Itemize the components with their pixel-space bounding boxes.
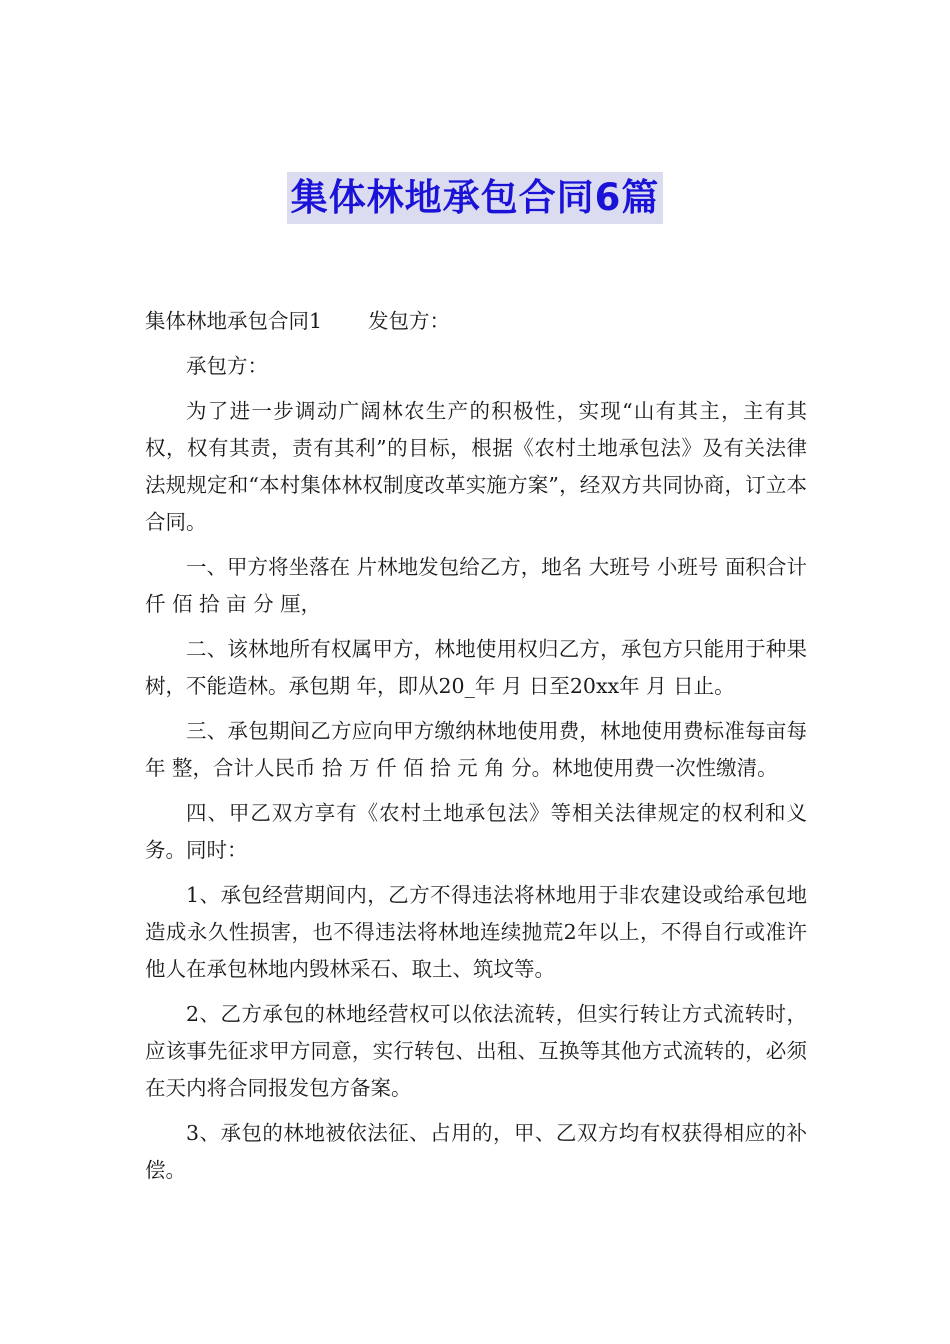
contract-heading: 集体林地承包合同1	[145, 309, 323, 333]
title-wrap	[0, 172, 950, 224]
paragraph-item-3: 3、承包的林地被依法征、占用的，甲、乙双方均有权获得相应的补偿。	[145, 1121, 807, 1182]
paragraph-item-2: 2、乙方承包的林地经营权可以依法流转，但实行转让方式流转时，应该事先征求甲方同意，实行转包、出租、互换等其他方式流转的，必须在天内将合同报发包方备案。	[145, 1002, 807, 1100]
party-a-label: 发包方：	[368, 309, 451, 333]
paragraph-preamble: 为了进一步调动广阔林农生产的积极性，实现“山有其主，主有其权，权有其责，责有其利”的目标，根据《农村土地承包法》及有关法律法规规定和“本村集体林权制度改革实施方案”，经双方共同协商，订立本合同。	[145, 399, 807, 534]
document-body	[145, 303, 807, 1189]
paragraph-party-b: 承包方：	[186, 354, 268, 378]
document-title: 集体林地承包合同6篇	[287, 172, 664, 224]
paragraph-clause-1: 一、甲方将坐落在 片林地发包给乙方，地名 大班号 小班号 面积合计 仟 佰 拾 亩 分 厘，	[145, 555, 807, 616]
first-line	[145, 303, 807, 340]
paragraph-clause-4: 四、甲乙双方享有《农村土地承包法》等相关法律规定的权利和义务。同时：	[145, 801, 807, 862]
paragraph-item-1: 1、承包经营期间内，乙方不得违法将林地用于非农建设或给承包地造成永久性损害，也不得违法将林地连续抛荒2年以上，不得自行或准许他人在承包林地内毁林采石、取土、筑坟等。	[145, 883, 807, 981]
paragraph-clause-2: 二、该林地所有权属甲方，林地使用权归乙方，承包方只能用于种果树，不能造林。承包期 年，即从20_年 月 日至20xx年 月 日止。	[145, 637, 807, 698]
paragraph-clause-3: 三、承包期间乙方应向甲方缴纳林地使用费，林地使用费标准每亩每年 整，合计人民币 拾 万 仟 佰 拾 元 角 分。林地使用费一次性缴清。	[145, 719, 807, 780]
